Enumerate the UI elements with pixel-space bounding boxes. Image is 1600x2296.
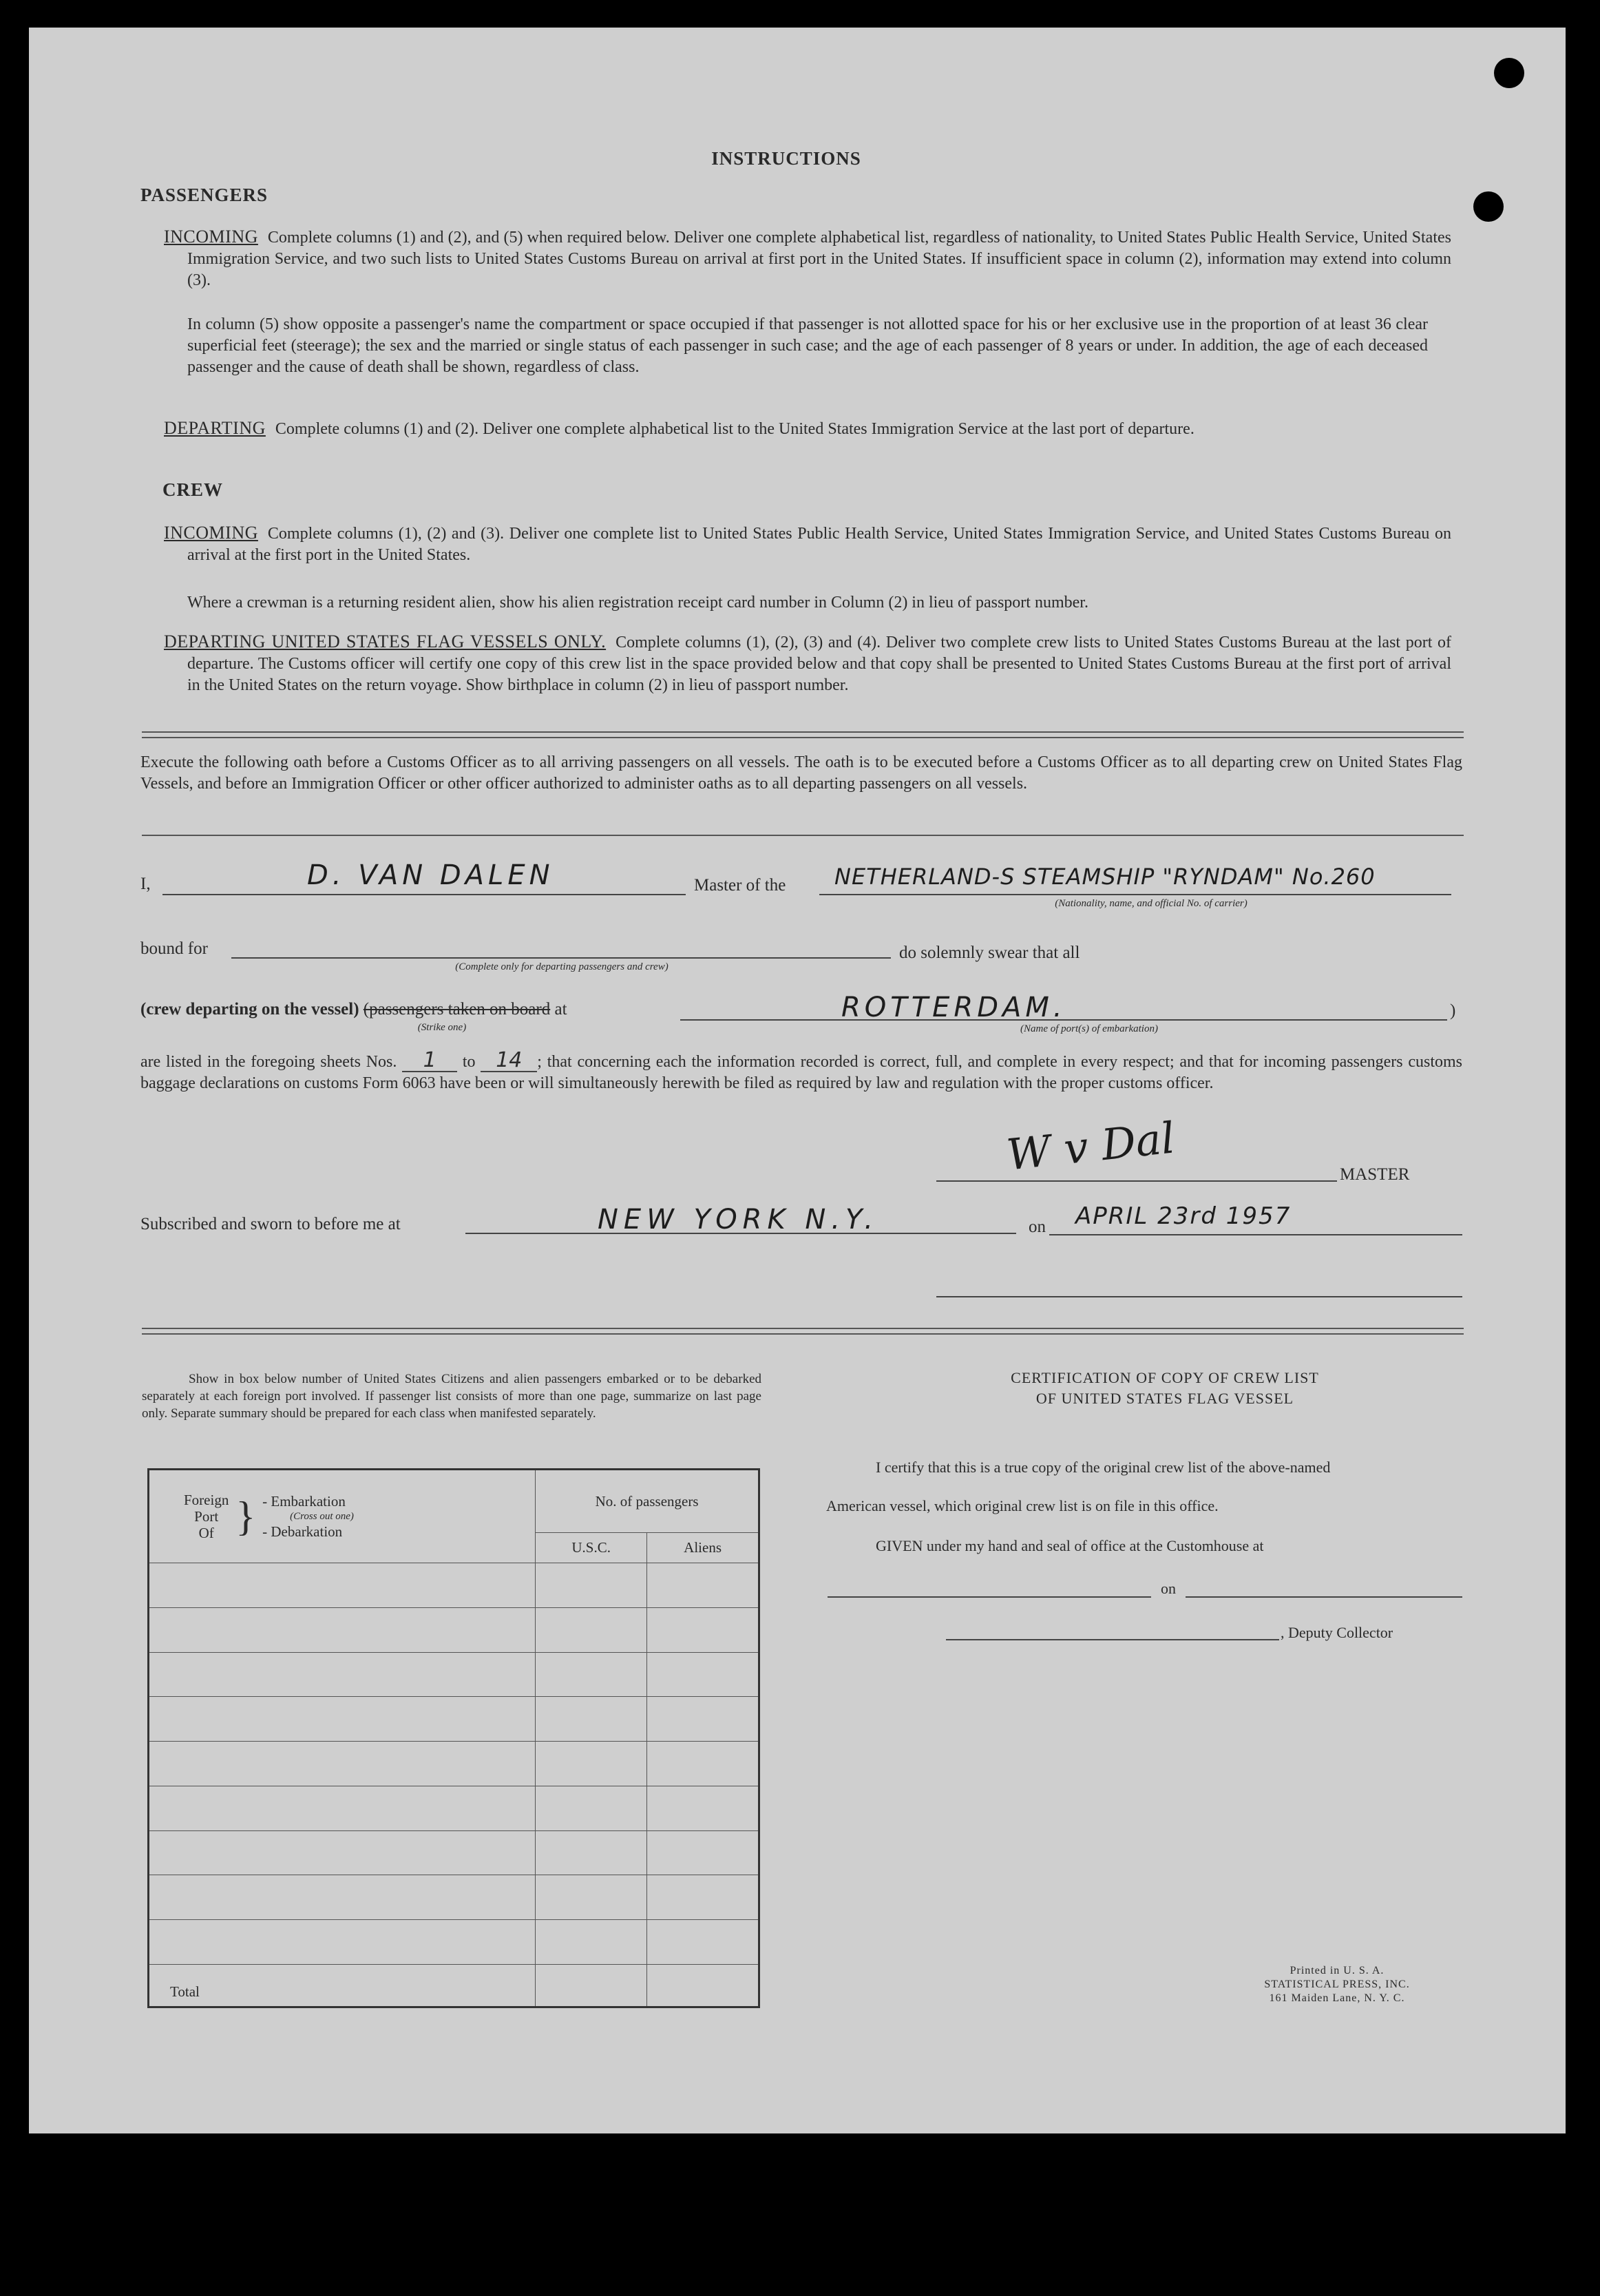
master-name: D. VAN DALEN xyxy=(307,859,554,891)
listed-text: ; that concerning each the information recorded is correct, full, and complete in every respect; and that for incoming passengers customs baggage declarations on customs Form 6063 have been or will simultaneously herewith be filed as required by law and regulation with the proper customs officer. xyxy=(140,1053,1463,1092)
of-label: Of xyxy=(198,1525,214,1541)
vessel-caption: (Nationality, name, and official No. of carrier) xyxy=(1055,898,1248,909)
crew-departing-text: Complete columns (1), (2), (3) and (4). Deliver two complete crew lists to United States Customs Bureau at the last port of departure. The Customs officer will certify one copy of this crew list in the space provided below and that copy shall be presented to United States Customs Bureau at the first port of arrival in the United States on the return voyage. Show birthplace in column (2) in lieu of passport number. xyxy=(187,634,1451,694)
sworn-date: APRIL 23rd 1957 xyxy=(1075,1202,1292,1230)
divider xyxy=(142,1328,1464,1329)
sworn-date-line xyxy=(1049,1234,1462,1235)
aliens-cell[interactable] xyxy=(647,1786,759,1830)
bound-for-caption: (Complete only for departing passengers and crew) xyxy=(455,961,669,972)
master-name-line xyxy=(162,894,686,895)
debarkation-option[interactable]: - Debarkation xyxy=(262,1523,343,1540)
passengers-departing-label: DEPARTING xyxy=(164,418,266,438)
certify-line1: I certify that this is a true copy of the original crew list of the above-named xyxy=(876,1459,1331,1476)
strike-caption: (Strike one) xyxy=(417,1022,467,1033)
passengers-heading: PASSENGERS xyxy=(140,185,269,205)
port-cell[interactable] xyxy=(149,1786,536,1830)
punch-hole xyxy=(1473,191,1504,222)
passengers-column5-paragraph: In column (5) show opposite a passenger's name the compartment or space occupied if that passenger is not allotted space for his or her exclusive use in the proportion of at least 36 clear superficial feet (steerage); the sex and the married or single status of each passenger in such case; and the age of each passenger of 8 years or under. In addition, the age of each deceased passenger and the cause of death shall be shown, regardless of class. xyxy=(187,315,1428,376)
deputy-signature-line[interactable] xyxy=(946,1639,1279,1640)
page-title: INSTRUCTIONS xyxy=(711,148,861,169)
aliens-cell[interactable] xyxy=(647,1652,759,1697)
usc-cell[interactable] xyxy=(536,1652,647,1697)
divider xyxy=(142,731,1464,733)
subscribed-label: Subscribed and sworn to before me at xyxy=(140,1215,401,1233)
total-label: Total xyxy=(149,1965,536,2007)
crew-departing-label: DEPARTING UNITED STATES FLAG VESSELS ONLY. xyxy=(164,632,607,651)
aliens-cell[interactable] xyxy=(647,1563,759,1608)
aliens-cell[interactable] xyxy=(647,1920,759,1965)
divider xyxy=(142,737,1464,738)
printer-imprint xyxy=(1227,1964,1447,2005)
passengers-incoming-label: INCOMING xyxy=(164,227,258,247)
port-cell[interactable] xyxy=(149,1830,536,1875)
cross-out-caption: (Cross out one) xyxy=(290,1511,354,1522)
aliens-cell[interactable] xyxy=(647,1875,759,1920)
passenger-summary-table xyxy=(147,1468,760,2008)
foreign-label: Foreign xyxy=(184,1492,229,1508)
certify-line2: American vessel, which original crew list is on file in this office. xyxy=(826,1497,1219,1514)
printed-line2: STATISTICAL PRESS, INC. xyxy=(1264,1979,1410,1990)
port-cell[interactable] xyxy=(149,1697,536,1742)
aliens-cell[interactable] xyxy=(647,1742,759,1786)
usc-cell[interactable] xyxy=(536,1786,647,1830)
crew-departing-paragraph xyxy=(164,631,1451,696)
port-label: Port xyxy=(194,1508,219,1525)
master-label: MASTER xyxy=(1340,1165,1410,1184)
embarkation-option[interactable]: - Embarkation xyxy=(262,1493,346,1510)
usc-cell[interactable] xyxy=(536,1920,647,1965)
listed-label: are listed in the foregoing sheets Nos. xyxy=(140,1053,397,1071)
sheet-from: 1 xyxy=(402,1050,457,1072)
oath-intro: Execute the following oath before a Customs Officer as to all arriving passengers on all vessels. The oath is to be executed before a Customs Officer as to all departing crew on United States Flag Vessels, and before an Immigration Officer or other officer authorized to administer oaths as to all departing passengers on all vessels. xyxy=(140,753,1462,793)
master-signature-line xyxy=(936,1180,1337,1182)
brace-icon: } xyxy=(235,1494,256,1539)
total-usc-cell[interactable] xyxy=(536,1965,647,2007)
to-label: to xyxy=(462,1053,476,1071)
vessel-name: NETHERLAND-S STEAMSHIP "RYNDAM" No.260 xyxy=(834,864,1376,890)
sworn-on-label: on xyxy=(1029,1218,1046,1236)
certification-title-line2: OF UNITED STATES FLAG VESSEL xyxy=(1035,1390,1294,1407)
deputy-collector-label: , Deputy Collector xyxy=(1281,1624,1393,1641)
certification-title-line1: CERTIFICATION OF COPY OF CREW LIST xyxy=(1011,1369,1319,1386)
port-cell[interactable] xyxy=(149,1875,536,1920)
passengers-departing-text: Complete columns (1) and (2). Deliver one complete alphabetical list to the United States Immigration Service at the last port of departure. xyxy=(275,420,1194,438)
aliens-cell[interactable] xyxy=(647,1697,759,1742)
crew-incoming-paragraph xyxy=(164,522,1451,566)
usc-header: U.S.C. xyxy=(536,1533,647,1563)
port-cell[interactable] xyxy=(149,1920,536,1965)
cert-date-line[interactable] xyxy=(1186,1596,1462,1598)
oath-i-label: I, xyxy=(140,875,151,893)
aliens-cell[interactable] xyxy=(647,1830,759,1875)
no-of-passengers-header: No. of passengers xyxy=(536,1470,759,1533)
crew-departing-label: (crew departing on the vessel) xyxy=(140,1000,359,1019)
divider xyxy=(142,835,1464,836)
bound-for-label: bound for xyxy=(140,939,208,958)
printed-line1: Printed in U. S. A. xyxy=(1290,1965,1385,1976)
usc-cell[interactable] xyxy=(536,1875,647,1920)
master-of-label: Master of the xyxy=(694,876,786,895)
document-page xyxy=(29,28,1566,2133)
port-cell[interactable] xyxy=(149,1607,536,1652)
usc-cell[interactable] xyxy=(536,1742,647,1786)
divider xyxy=(142,1333,1464,1335)
sheet-to: 14 xyxy=(481,1050,537,1072)
passengers-incoming-paragraph xyxy=(164,226,1451,291)
crew-incoming-text: Complete columns (1), (2) and (3). Deliver one complete list to United States Public Health Service, United States Immigration Service, and United States Customs Bureau on arrival at the first port in the United States. xyxy=(187,525,1451,564)
total-aliens-cell[interactable] xyxy=(647,1965,759,2007)
given-line: GIVEN under my hand and seal of office at the Customhouse at xyxy=(876,1537,1264,1554)
passengers-strike-label: (passengers taken on board xyxy=(363,1000,551,1019)
punch-hole xyxy=(1494,58,1524,88)
crew-heading: CREW xyxy=(162,479,224,500)
crew-alien-paragraph: Where a crewman is a returning resident alien, show his alien registration receipt card number in Column (2) in lieu of passport number. xyxy=(187,594,1088,612)
usc-cell[interactable] xyxy=(536,1607,647,1652)
usc-cell[interactable] xyxy=(536,1697,647,1742)
port-cell[interactable] xyxy=(149,1652,536,1697)
usc-cell[interactable] xyxy=(536,1830,647,1875)
aliens-cell[interactable] xyxy=(647,1607,759,1652)
listed-paragraph xyxy=(140,1050,1462,1094)
summary-instructions: Show in box below number of United States Citizens and alien passengers embarked or to be debarked separately at each foreign port involved. If passenger list consists of more than one page, summarize on last page only. Separate summary should be prepared for each class when manifested separately. xyxy=(142,1372,761,1421)
certification-title xyxy=(890,1368,1440,1409)
port-cell[interactable] xyxy=(149,1742,536,1786)
customhouse-line[interactable] xyxy=(828,1596,1151,1598)
master-signature: W v Dal xyxy=(1004,1112,1177,1180)
printed-line3: 161 Maiden Lane, N. Y. C. xyxy=(1269,1992,1405,2004)
at-label: at xyxy=(554,1000,567,1019)
bound-for-line xyxy=(231,957,891,959)
usc-cell[interactable] xyxy=(536,1563,647,1608)
foreign-port-header xyxy=(149,1470,536,1563)
passengers-incoming-text: Complete columns (1) and (2), and (5) when required below. Deliver one complete alphabetical list, regardless of nationality, to United States Public Health Service, United States Immigration Service, and two such lists to United States Customs Bureau on arrival at first port in the United States. If insufficient space in column (2), information may extend into column (3). xyxy=(187,229,1451,289)
vessel-line xyxy=(819,894,1451,895)
cert-on-label: on xyxy=(1161,1580,1176,1597)
sworn-place: NEW YORK N.Y. xyxy=(598,1204,879,1235)
port-caption: (Name of port(s) of embarkation) xyxy=(1020,1023,1158,1034)
swear-label: do solemnly swear that all xyxy=(899,943,1080,962)
aliens-header: Aliens xyxy=(647,1533,759,1563)
port-cell[interactable] xyxy=(149,1563,536,1608)
passengers-departing-paragraph xyxy=(164,417,1451,440)
port-name: ROTTERDAM. xyxy=(841,992,1066,1023)
crew-departing-option xyxy=(140,1000,567,1019)
close-paren: ) xyxy=(1450,1001,1456,1020)
crew-incoming-label: INCOMING xyxy=(164,523,258,543)
officer-signature-line xyxy=(936,1296,1462,1297)
